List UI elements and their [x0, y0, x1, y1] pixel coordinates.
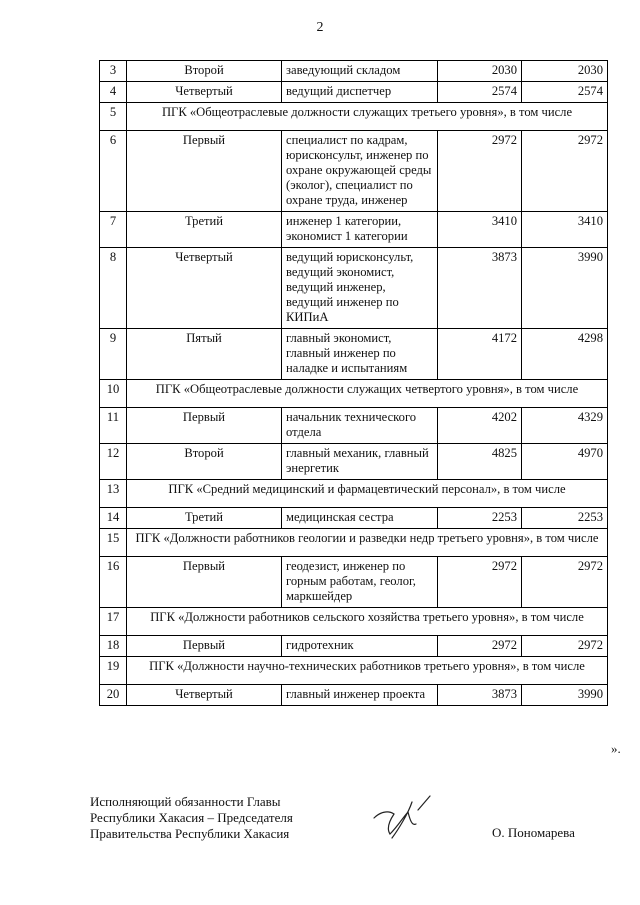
row-number: 12: [100, 444, 127, 480]
table-row: [100, 636, 608, 657]
position-line: ведущий инженер по: [286, 295, 399, 309]
page-number: 2: [316, 20, 324, 35]
position-line: геодезист, инженер по: [286, 559, 406, 573]
salary-value-new: 4298: [522, 329, 608, 380]
position-names: [282, 329, 438, 380]
position-line: наладке и испытаниям: [286, 361, 408, 375]
row-number: 10: [100, 380, 127, 408]
row-number: 17: [100, 608, 127, 636]
position-line: энергетик: [286, 461, 339, 475]
position-line: главный механик, главный: [286, 446, 429, 460]
salary-value: 4825: [438, 444, 522, 480]
salary-value-new: 4329: [522, 408, 608, 444]
position-names: [282, 444, 438, 480]
position-line: главный экономист,: [286, 331, 392, 345]
salary-value-new: 2574: [522, 82, 608, 103]
salary-value: 3873: [438, 248, 522, 329]
salary-value: 3410: [438, 212, 522, 248]
position-line: КИПиА: [286, 310, 329, 324]
position-line: гидротехник: [286, 638, 354, 652]
position-line: ведущий диспетчер: [286, 84, 392, 98]
qualification-level: Третий: [127, 508, 282, 529]
salary-value: 2253: [438, 508, 522, 529]
signature-title: [90, 794, 293, 842]
position-line: (эколог), специалист по: [286, 178, 413, 192]
group-header-row: [100, 103, 608, 131]
table-row: [100, 131, 608, 212]
position-line: маркшейдер: [286, 589, 353, 603]
group-title: ПГК «Средний медицинский и фармацевтический персонал», в том числе: [127, 480, 608, 508]
salary-value-new: 2030: [522, 61, 608, 82]
position-names: [282, 557, 438, 608]
position-line: ведущий инженер,: [286, 280, 386, 294]
position-names: [282, 212, 438, 248]
position-line: отдела: [286, 425, 322, 439]
group-title: ПГК «Должности работников геологии и разведки недр третьего уровня», в том числе: [127, 529, 608, 557]
row-number: 8: [100, 248, 127, 329]
row-number: 19: [100, 657, 127, 685]
salary-value-new: 2253: [522, 508, 608, 529]
salary-value-new: 2972: [522, 131, 608, 212]
position-names: [282, 408, 438, 444]
position-line: главный инженер проекта: [286, 687, 426, 701]
group-title: ПГК «Должности научно-технических работников третьего уровня», в том числе: [127, 657, 608, 685]
table-row: [100, 329, 608, 380]
row-number: 11: [100, 408, 127, 444]
position-line: ведущий экономист,: [286, 265, 395, 279]
row-number: 3: [100, 61, 127, 82]
table-row: [100, 444, 608, 480]
position-line: главный инженер по: [286, 346, 396, 360]
position-line: горным работам, геолог,: [286, 574, 416, 588]
row-number: 13: [100, 480, 127, 508]
table-row: [100, 61, 608, 82]
position-line: охране окружающей среды: [286, 163, 432, 177]
qualification-level: Четвертый: [127, 685, 282, 706]
salary-value: 2972: [438, 131, 522, 212]
table-row: [100, 82, 608, 103]
row-number: 7: [100, 212, 127, 248]
position-names: [282, 685, 438, 706]
qualification-level: Первый: [127, 408, 282, 444]
salary-value: 2574: [438, 82, 522, 103]
qualification-level: Третий: [127, 212, 282, 248]
position-line: заведующий складом: [286, 63, 401, 77]
position-line: юрисконсульт, инженер по: [286, 148, 429, 162]
qualification-level: Второй: [127, 444, 282, 480]
group-title: ПГК «Общеотраслевые должности служащих третьего уровня», в том числе: [127, 103, 608, 131]
salary-value-new: 3410: [522, 212, 608, 248]
position-line: экономист 1 категории: [286, 229, 408, 243]
group-header-row: [100, 380, 608, 408]
qualification-level: Второй: [127, 61, 282, 82]
row-number: 9: [100, 329, 127, 380]
position-line: охране труда, инженер: [286, 193, 408, 207]
row-number: 5: [100, 103, 127, 131]
group-header-row: [100, 480, 608, 508]
salary-table: [99, 60, 608, 706]
salary-value: 2972: [438, 636, 522, 657]
salary-value: 2972: [438, 557, 522, 608]
position-line: начальник технического: [286, 410, 417, 424]
qualification-level: Четвертый: [127, 82, 282, 103]
salary-value-new: 3990: [522, 248, 608, 329]
group-header-row: [100, 529, 608, 557]
row-number: 20: [100, 685, 127, 706]
salary-value-new: 2972: [522, 557, 608, 608]
qualification-level: Первый: [127, 131, 282, 212]
position-line: инженер 1 категории,: [286, 214, 402, 228]
row-number: 16: [100, 557, 127, 608]
group-header-row: [100, 657, 608, 685]
signature-line: Правительства Республики Хакасия: [90, 826, 290, 841]
table-row: [100, 408, 608, 444]
position-names: [282, 61, 438, 82]
salary-value: 2030: [438, 61, 522, 82]
table-row: [100, 212, 608, 248]
handwritten-signature: [368, 790, 438, 840]
position-line: медицинская сестра: [286, 510, 394, 524]
position-names: [282, 131, 438, 212]
signer-name: О. Пономарева: [492, 825, 575, 840]
row-number: 6: [100, 131, 127, 212]
row-number: 14: [100, 508, 127, 529]
salary-value: 3873: [438, 685, 522, 706]
salary-value-new: 3990: [522, 685, 608, 706]
group-title: ПГК «Должности работников сельского хозяйства третьего уровня», в том числе: [127, 608, 608, 636]
position-names: [282, 508, 438, 529]
table-row: [100, 508, 608, 529]
salary-value-new: 2972: [522, 636, 608, 657]
table-row: [100, 685, 608, 706]
row-number: 15: [100, 529, 127, 557]
qualification-level: Пятый: [127, 329, 282, 380]
table-row: [100, 248, 608, 329]
qualification-level: Первый: [127, 636, 282, 657]
salary-value: 4172: [438, 329, 522, 380]
group-header-row: [100, 608, 608, 636]
group-title: ПГК «Общеотраслевые должности служащих четвертого уровня», в том числе: [127, 380, 608, 408]
salary-value: 4202: [438, 408, 522, 444]
qualification-level: Первый: [127, 557, 282, 608]
signature-line: Исполняющий обязанности Главы: [90, 794, 281, 809]
qualification-level: Четвертый: [127, 248, 282, 329]
salary-value-new: 4970: [522, 444, 608, 480]
position-line: специалист по кадрам,: [286, 133, 408, 147]
row-number: 18: [100, 636, 127, 657]
position-names: [282, 82, 438, 103]
position-line: ведущий юрисконсульт,: [286, 250, 414, 264]
row-number: 4: [100, 82, 127, 103]
position-names: [282, 636, 438, 657]
signature-line: Республики Хакасия – Председателя: [90, 810, 293, 825]
closing-quote: ».: [611, 741, 621, 756]
position-names: [282, 248, 438, 329]
table-row: [100, 557, 608, 608]
